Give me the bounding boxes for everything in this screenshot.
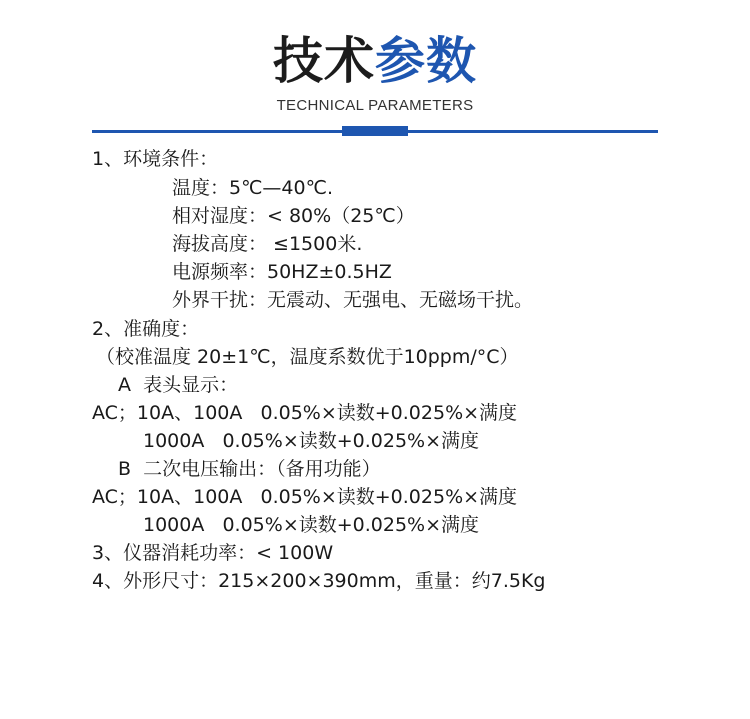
spec-power-consumption: 3、仪器消耗功率：< 100W <box>92 542 334 564</box>
spec-meter-ac-accuracy: AC；10A、100A 0.05%×读数+0.025%×满度 <box>92 402 518 424</box>
spec-temperature: 温度：5℃—40℃. <box>172 177 333 199</box>
spec-meter-1000a-accuracy: 1000A 0.05%×读数+0.025%×满度 <box>143 430 480 452</box>
spec-altitude: 海拔高度： ≤1500米. <box>172 233 363 255</box>
subsection-meter-display: A 表头显示： <box>118 374 239 396</box>
spec-interference: 外界干扰：无震动、无强电、无磁场干扰。 <box>172 289 534 311</box>
spec-secondary-1000a-accuracy: 1000A 0.05%×读数+0.025%×满度 <box>143 514 480 536</box>
subsection-secondary-voltage: B 二次电压输出：（备用功能） <box>118 458 381 480</box>
section-heading-environment: 1、环境条件： <box>92 148 219 170</box>
page-title-blue-part: 参数 <box>375 32 477 90</box>
page-title <box>0 30 750 92</box>
spec-calibration-note: （校准温度 20±1℃，温度系数优于10ppm/°C） <box>96 346 519 368</box>
spec-dimensions-weight: 4、外形尺寸：215×200×390mm，重量：约7.5Kg <box>92 570 546 592</box>
divider-accent <box>342 126 408 136</box>
spec-humidity: 相对湿度：< 80%（25℃） <box>172 205 415 227</box>
spec-power-frequency: 电源频率：50HZ±0.5HZ <box>172 261 392 283</box>
page-subtitle: TECHNICAL PARAMETERS <box>276 97 474 114</box>
section-heading-accuracy: 2、准确度： <box>92 318 200 340</box>
spec-secondary-ac-accuracy: AC；10A、100A 0.05%×读数+0.025%×满度 <box>92 486 518 508</box>
page-title-dark-part: 技术 <box>273 32 375 90</box>
